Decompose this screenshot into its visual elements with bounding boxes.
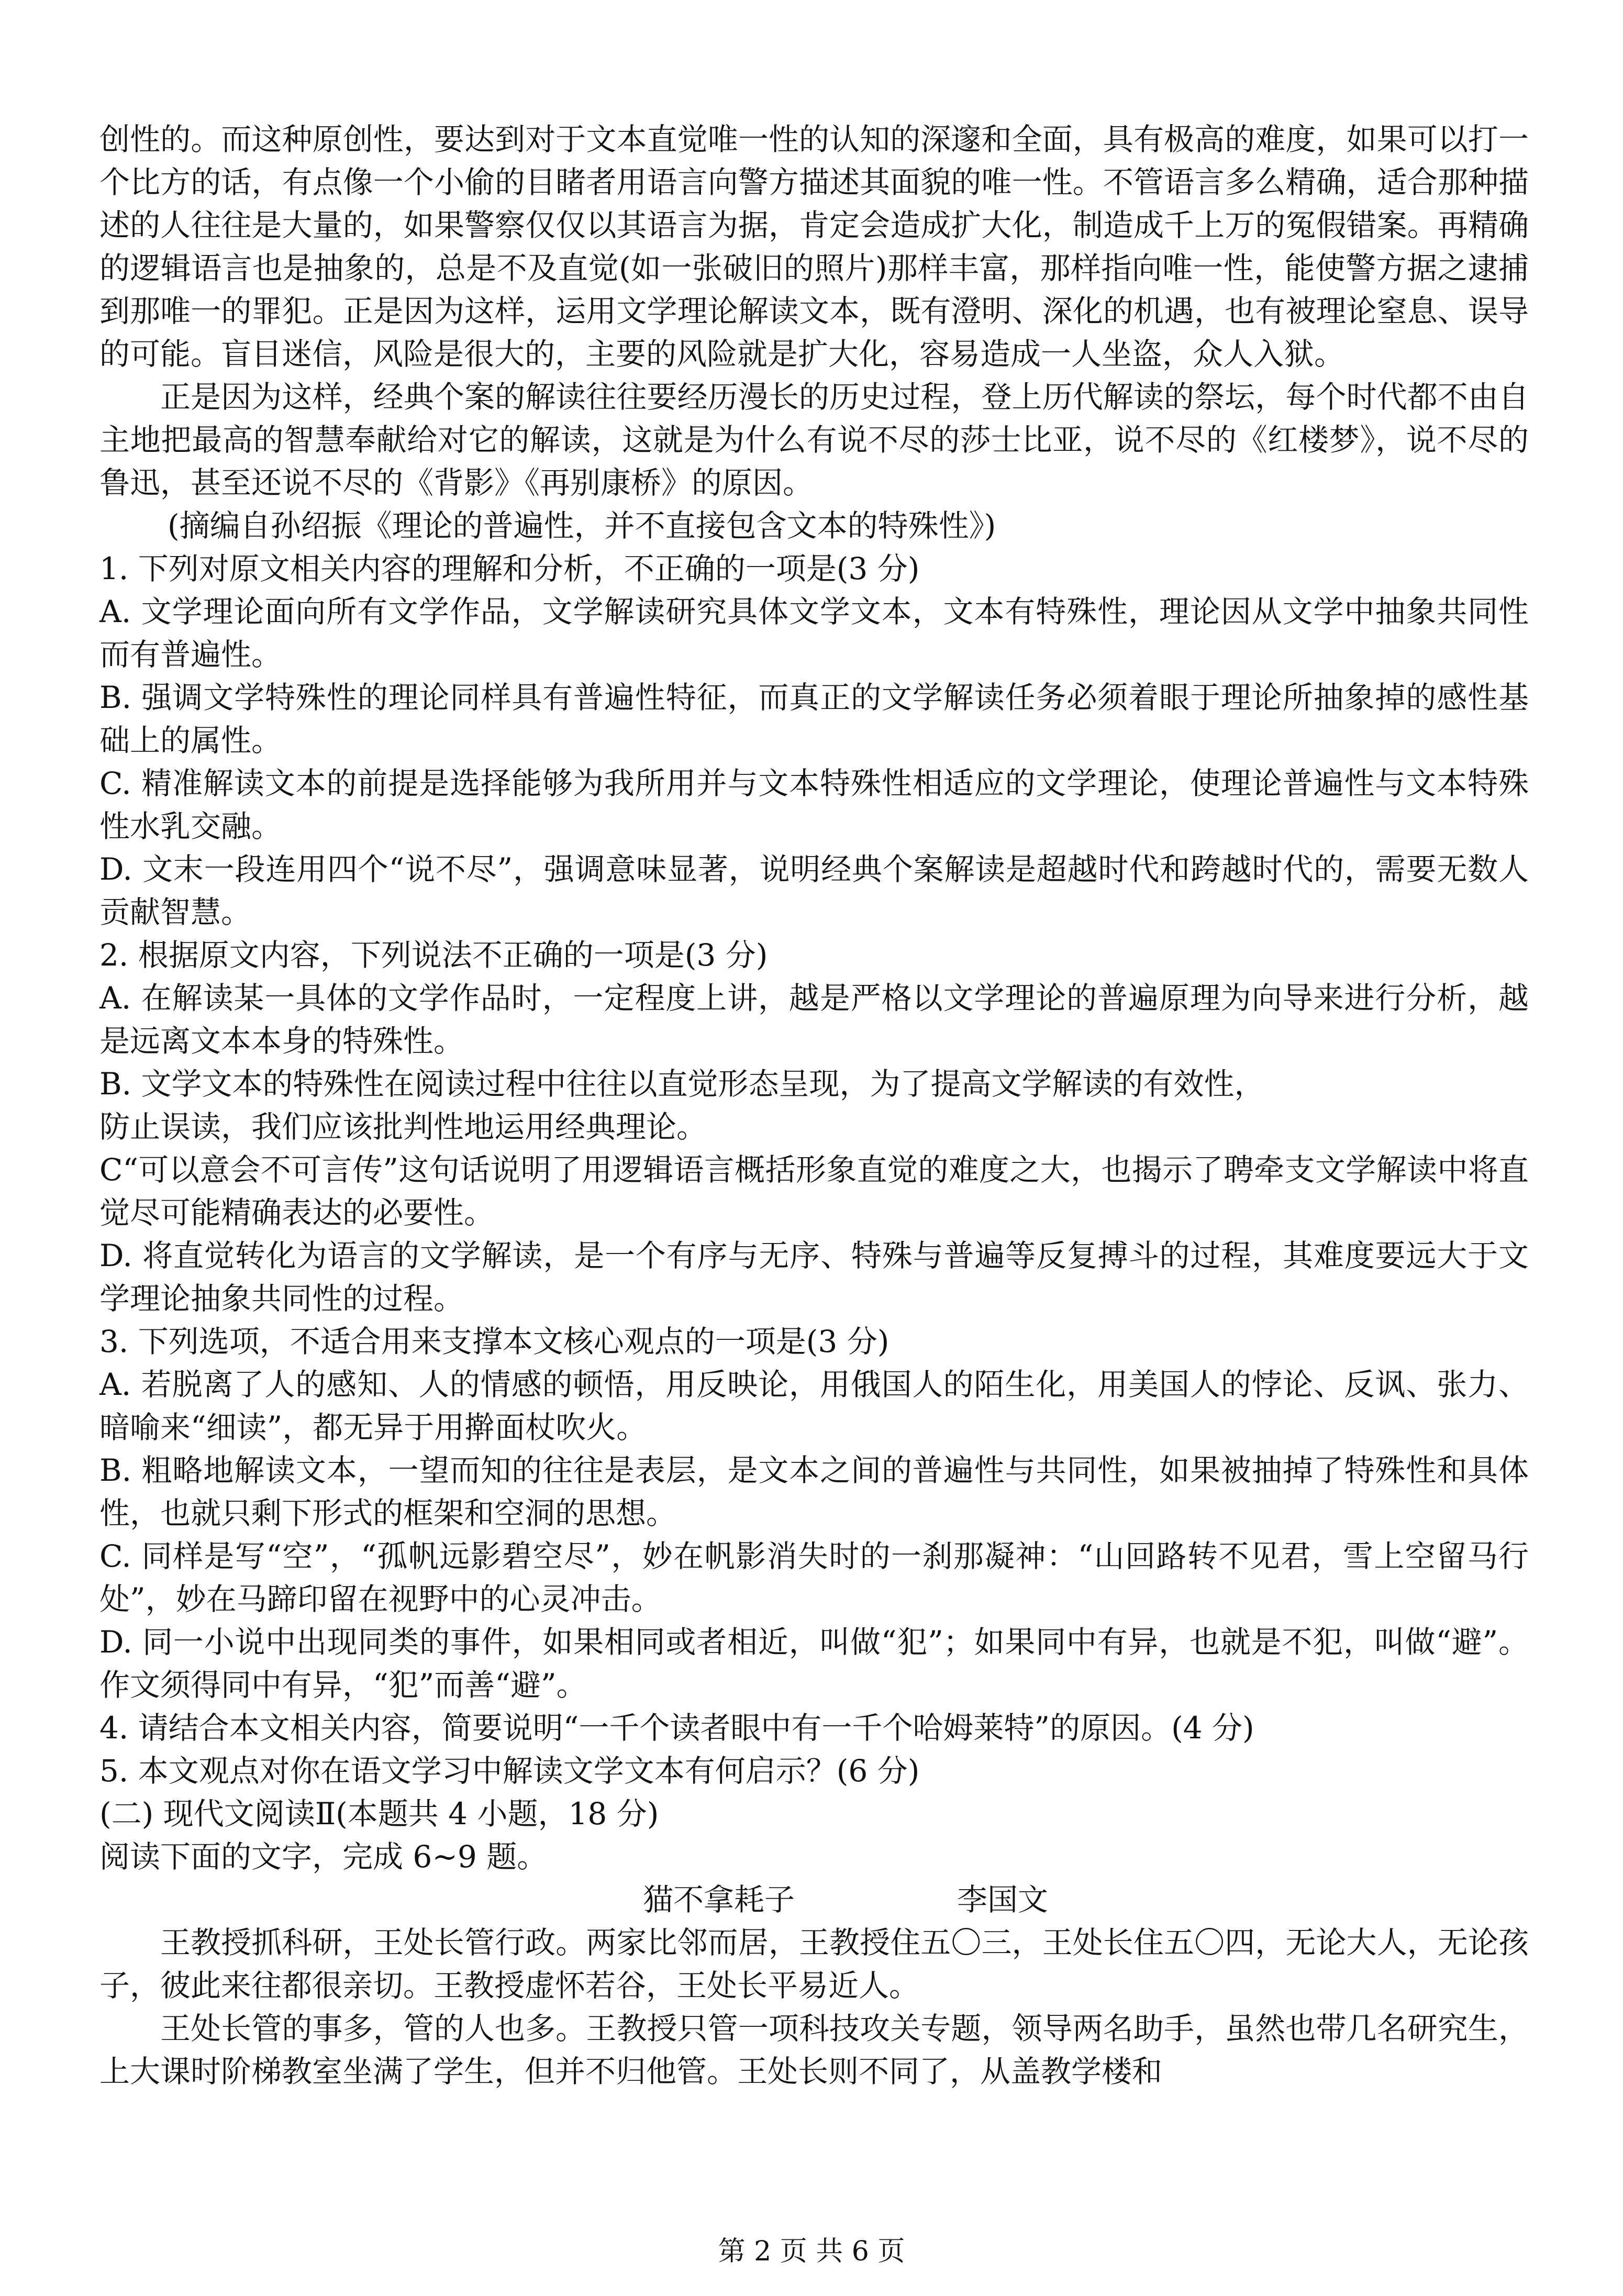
question-3-option-b: B. 粗略地解读文本，一望而知的往往是表层，是文本之间的普遍性与共同性，如果被抽掉了特殊性和具体性，也就只剩下形式的框架和空洞的思想。 bbox=[99, 1452, 1529, 1531]
question-1-option-d: D. 文末一段连用四个“说不尽”，强调意味显著，说明经典个案解读是超越时代和跨越时代的，需要无数人贡献智慧。 bbox=[99, 851, 1529, 930]
question-4: 4. 请结合本文相关内容，简要说明“一千个读者眼中有一千个哈姆莱特”的原因。(4 分) bbox=[99, 1710, 1254, 1746]
story-author: 李国文 bbox=[957, 1882, 1049, 1917]
question-2-option-b-line2: 防止误读，我们应该批判性地运用经典理论。 bbox=[99, 1109, 707, 1145]
question-1-stem: 1. 下列对原文相关内容的理解和分析，不正确的一项是(3 分) bbox=[99, 551, 920, 586]
story-paragraph: 王处长管的事多，管的人也多。王教授只管一项科技攻关专题，领导两名助手，虽然也带几名研究生，上大课时阶梯教室坐满了学生，但并不归他管。王处长则不同了，从盖教学楼和 bbox=[99, 2011, 1529, 2089]
question-3-option-c: C. 同样是写“空”，“孤帆远影碧空尽”，妙在帆影消失时的一刹那凝神：“山回路转不见君，雪上空留马行处”，妙在马蹄印留在视野中的心灵冲击。 bbox=[99, 1538, 1529, 1617]
passage-paragraph-continued: 创性的。而这种原创性，要达到对于文本直觉唯一性的认知的深邃和全面，具有极高的难度，如果可以打一个比方的话，有点像一个小偷的目睹者用语言向警方描述其面貌的唯一性。不管语言多么精确，适合那种描述的人往往是大量的，如果警察仅仅以其语言为据，肯定会造成扩大化，制造成千上万的冤假错案。再精确的逻辑语言也是抽象的，总是不及直觉(如一张破旧的照片)那样丰富，那样指向唯一性，能使警方据之逮捕到那唯一的罪犯。正是因为这样，运用文学理论解读文本，既有澄明、深化的机遇，也有被理论窒息、误导的可能。盲目迷信，风险是很大的，主要的风险就是扩大化，容易造成一人坐盗，众人入狱。 bbox=[99, 121, 1529, 372]
question-1-option-b: B. 强调文学特殊性的理论同样具有普遍性特征，而真正的文学解读任务必须着眼于理论所抽象掉的感性基础上的属性。 bbox=[99, 680, 1529, 758]
question-3-option-a: A. 若脱离了人的感知、人的情感的顿悟，用反映论，用俄国人的陌生化，用美国人的悖论、反讽、张力、暗喻来“细读”，都无异于用擀面杖吹火。 bbox=[99, 1367, 1529, 1445]
question-3-stem: 3. 下列选项，不适合用来支撑本文核心观点的一项是(3 分) bbox=[99, 1324, 890, 1359]
question-2-option-d: D. 将直觉转化为语言的文学解读，是一个有序与无序、特殊与普遍等反复搏斗的过程，其难度要远大于文学理论抽象共同性的过程。 bbox=[99, 1238, 1529, 1316]
story-title-row bbox=[99, 1878, 1529, 1921]
story-title: 猫不拿耗子 bbox=[642, 1882, 795, 1917]
question-3-option-d: D. 同一小说中出现同类的事件，如果相同或者相近，叫做“犯”；如果同中有异，也就是不犯，叫做“避”。作文须得同中有异，“犯”而善“避”。 bbox=[99, 1624, 1529, 1703]
section-heading: (二) 现代文阅读Ⅱ(本题共 4 小题，18 分) bbox=[99, 1796, 659, 1832]
question-2-option-b-line1: B. 文学文本的特殊性在阅读过程中往往以直觉形态呈现，为了提高文学解读的有效性， bbox=[99, 1066, 1265, 1102]
question-1-option-c: C. 精准解读文本的前提是选择能够为我所用并与文本特殊性相适应的文学理论，使理论普遍性与文本特殊性水乳交融。 bbox=[99, 766, 1529, 844]
passage-paragraph: 正是因为这样，经典个案的解读往往要经历漫长的历史过程，登上历代解读的祭坛，每个时代都不由自主地把最高的智慧奉献给对它的解读，这就是为什么有说不尽的莎士比亚，说不尽的《红楼梦》，说不尽的鲁迅，甚至还说不尽的《背影》《再别康桥》的原因。 bbox=[99, 379, 1529, 501]
question-2-option-c: C“可以意会不可言传”这句话说明了用逻辑语言概括形象直觉的难度之大，也揭示了聘牵支文学解读中将直觉尽可能精确表达的必要性。 bbox=[99, 1152, 1529, 1230]
question-1-option-a: A. 文学理论面向所有文学作品，文学解读研究具体文学文本，文本有特殊性，理论因从文学中抽象共同性而有普遍性。 bbox=[99, 594, 1529, 672]
page-content bbox=[99, 118, 1529, 2093]
question-2-stem: 2. 根据原文内容，下列说法不正确的一项是(3 分) bbox=[99, 937, 768, 973]
source-citation: (摘编自孙绍振《理论的普遍性，并不直接包含文本的特殊性》) bbox=[168, 508, 996, 544]
page-number-footer: 第 2 页 共 6 页 bbox=[718, 2236, 905, 2267]
reading-instruction: 阅读下面的文字，完成 6~9 题。 bbox=[99, 1839, 548, 1874]
question-2-option-a: A. 在解读某一具体的文学作品时，一定程度上讲，越是严格以文学理论的普遍原理为向导来进行分析，越是远离文本本身的特殊性。 bbox=[99, 980, 1529, 1059]
story-paragraph: 王教授抓科研，王处长管行政。两家比邻而居，王教授住五〇三，王处长住五〇四，无论大人，无论孩子，彼此来往都很亲切。王教授虚怀若谷，王处长平易近人。 bbox=[99, 1925, 1529, 2003]
question-5: 5. 本文观点对你在语文学习中解读文学文本有何启示？(6 分) bbox=[99, 1753, 920, 1789]
